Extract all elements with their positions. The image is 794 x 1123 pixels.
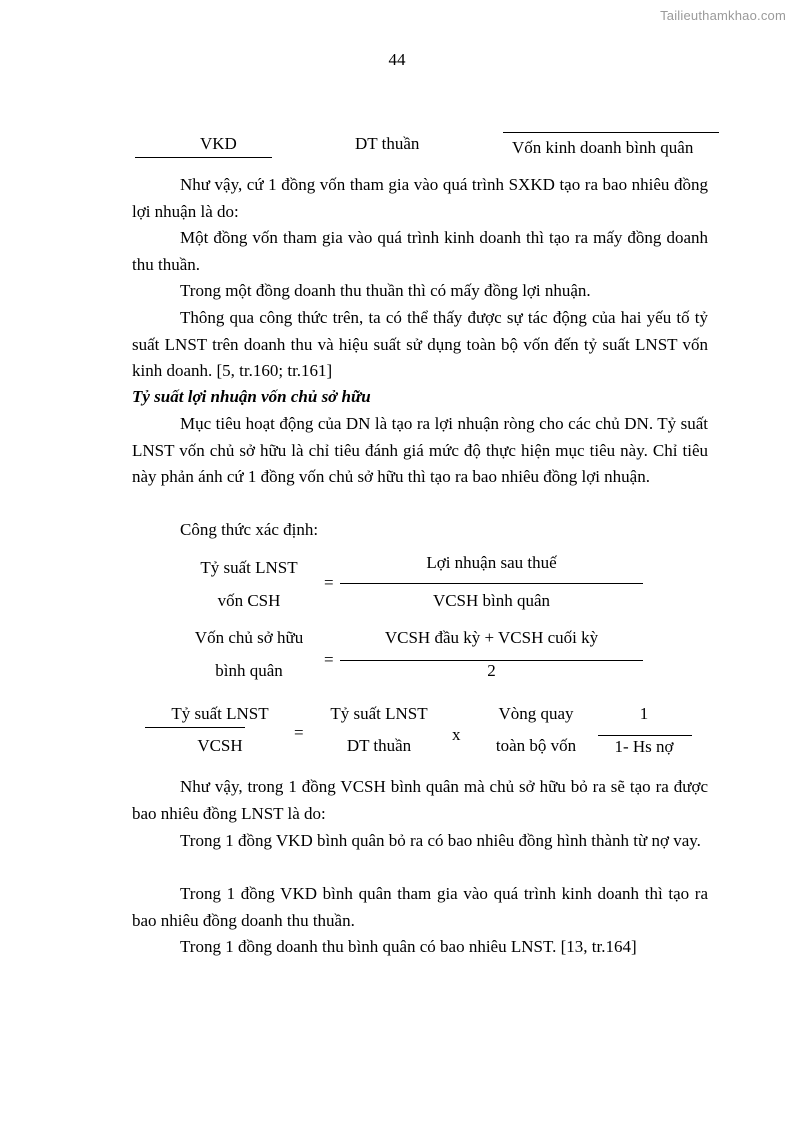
formula3-times: x (452, 725, 461, 744)
formula1-numerator: Lợi nhuận sau thuế (426, 553, 557, 572)
paragraph-7: Như vậy, trong 1 đồng VCSH bình quân mà chủ sở hữu bỏ ra sẽ tạo ra được bao nhiêu đồng LNST là do: (132, 777, 708, 823)
formula2-equals: = (324, 650, 334, 669)
watermark: Tailieuthamkhao.com (660, 8, 786, 23)
formula3-lhs-denominator: VCSH (197, 736, 243, 755)
paragraph-9: Trong 1 đồng VKD bình quân tham gia vào quá trình kinh doanh thì tạo ra bao nhiêu đồng doanh thu thuần. (132, 884, 708, 930)
formula3-term1-line1: Tỷ suất LNST (330, 704, 428, 723)
section-heading: Tỷ suất lợi nhuận vốn chủ sở hữu (132, 387, 371, 406)
formula3-term2-line2: toàn bộ vốn (495, 736, 577, 755)
formula3-term3-fraction-bar (598, 735, 692, 736)
top-formula-right-rule (503, 132, 719, 133)
formula3-term3-numerator: 1 (639, 704, 649, 723)
page-number: 44 (388, 50, 406, 69)
paragraph-8: Trong 1 đồng VKD bình quân bỏ ra có bao nhiêu đồng hình thành từ nợ vay. (180, 831, 701, 850)
top-formula-middle: DT thuần (355, 134, 420, 153)
paragraph-2: Một đồng vốn tham gia vào quá trình kinh doanh thì tạo ra mấy đồng doanh thu thuần. (132, 228, 708, 274)
formula2-numerator: VCSH đầu kỳ + VCSH cuối kỳ (384, 628, 599, 647)
paragraph-6: Công thức xác định: (180, 520, 319, 539)
formula3-term3-denominator: 1- Hs nợ (614, 737, 674, 756)
paragraph-4: Thông qua công thức trên, ta có thể thấy được sự tác động của hai yếu tố tỷ suất LNST trên doanh thu và hiệu suất sử dụng toàn bộ vốn đến tỷ suất LNST vốn kinh doanh. [5, tr.160; tr.161] (132, 308, 708, 380)
formula1-equals: = (324, 573, 334, 592)
paragraph-5: Mục tiêu hoạt động của DN là tạo ra lợi nhuận ròng cho các chủ DN. Tỷ suất LNST vốn chủ sở hữu là chỉ tiêu đánh giá mức độ thực hiện mục tiêu này. Chỉ tiêu này phản ánh cứ 1 đồng vốn chủ sở hữu thì tạo ra bao nhiêu đồng lợi nhuận. (132, 414, 708, 486)
top-formula-left-rule (135, 157, 272, 158)
formula3-equals: = (294, 723, 304, 742)
formula3-lhs-fraction-bar (145, 727, 245, 728)
formula1-lhs-line1: Tỷ suất LNST (200, 558, 298, 577)
formula2-lhs-line2: bình quân (215, 661, 283, 680)
top-formula-left: VKD (200, 134, 237, 153)
formula1-fraction-bar (340, 583, 643, 584)
formula3-lhs-numerator: Tỷ suất LNST (171, 704, 269, 723)
formula1-lhs-line2: vốn CSH (217, 591, 281, 610)
top-formula-right: Vốn kinh doanh bình quân (512, 138, 694, 157)
formula3-term1-line2: DT thuần (346, 736, 412, 755)
paragraph-3: Trong một đồng doanh thu thuần thì có mấy đồng lợi nhuận. (180, 281, 591, 300)
paragraph-10: Trong 1 đồng doanh thu bình quân có bao nhiêu LNST. [13, tr.164] (180, 937, 637, 956)
formula2-lhs-line1: Vốn chủ sở hữu (194, 628, 304, 647)
formula2-denominator: 2 (487, 661, 496, 680)
formula3-term2-line1: Vòng quay (498, 704, 574, 723)
formula1-denominator: VCSH bình quân (432, 591, 551, 610)
paragraph-1: Như vậy, cứ 1 đồng vốn tham gia vào quá trình SXKD tạo ra bao nhiêu đồng lợi nhuận là do: (132, 175, 708, 221)
